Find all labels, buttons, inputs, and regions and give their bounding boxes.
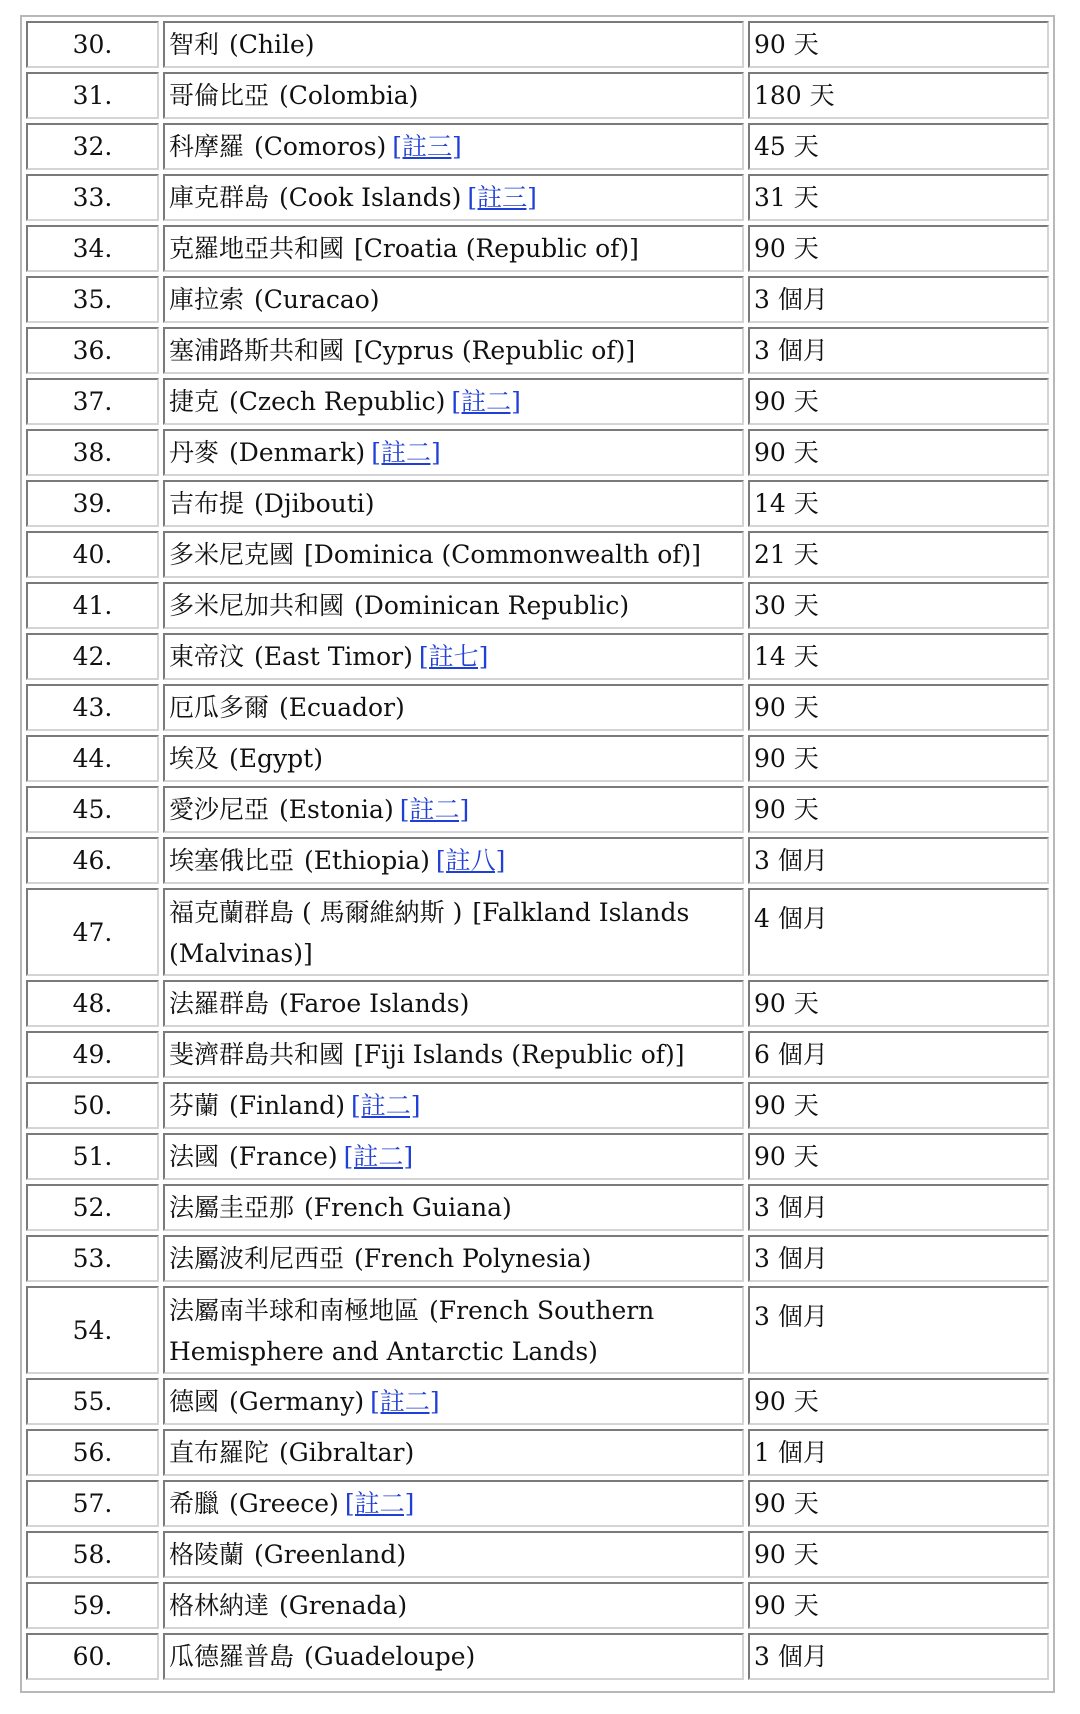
table-row <box>26 1184 1049 1231</box>
country-name-en: (Czech Republic) <box>229 386 446 416</box>
row-number: 54. <box>26 1286 159 1374</box>
country-name-zh: 丹麥 <box>169 437 220 467</box>
country-name-zh: 福克蘭群島 ( 馬爾維納斯 ) <box>169 898 463 927</box>
stay-duration: 3 個月 <box>748 327 1049 374</box>
table-row <box>26 1286 1049 1374</box>
stay-duration: 180 天 <box>748 72 1049 119</box>
country-name-zh: 塞浦路斯共和國 <box>169 335 345 365</box>
country-name-cell <box>163 174 744 221</box>
country-name-cell <box>163 276 744 323</box>
table-row <box>26 1378 1049 1425</box>
country-name-zh: 法屬南半球和南極地區 <box>169 1296 420 1325</box>
country-name-zh: 埃及 <box>169 743 220 773</box>
country-name-zh: 哥倫比亞 <box>169 80 270 110</box>
stay-duration: 90 天 <box>748 429 1049 476</box>
country-name-cell <box>163 327 744 374</box>
row-number: 33. <box>26 174 159 221</box>
stay-duration: 3 個月 <box>748 1184 1049 1231</box>
footnote-link[interactable]: [註二] <box>343 1141 414 1171</box>
country-name-en: (French Southern Hemisphere and Antarctic Lands) <box>169 1296 655 1366</box>
stay-duration: 90 天 <box>748 980 1049 1027</box>
row-number: 42. <box>26 633 159 680</box>
country-name-en: (Egypt) <box>229 743 323 773</box>
country-name-en: (Comoros) <box>254 131 387 161</box>
row-number: 44. <box>26 735 159 782</box>
country-name-en: [Dominica (Commonwealth of)] <box>304 539 702 569</box>
row-number: 37. <box>26 378 159 425</box>
stay-duration: 90 天 <box>748 1531 1049 1578</box>
table-row <box>26 429 1049 476</box>
table-row <box>26 72 1049 119</box>
country-name-cell <box>163 1031 744 1078</box>
country-name-zh: 法國 <box>169 1141 220 1171</box>
stay-duration: 3 個月 <box>748 1235 1049 1282</box>
country-name-en: (Faroe Islands) <box>279 988 470 1018</box>
table-row <box>26 582 1049 629</box>
table-row <box>26 633 1049 680</box>
country-name-zh: 埃塞俄比亞 <box>169 845 295 875</box>
stay-duration: 90 天 <box>748 735 1049 782</box>
stay-duration: 3 個月 <box>748 837 1049 884</box>
stay-duration: 30 天 <box>748 582 1049 629</box>
footnote-link[interactable]: [註七] <box>418 641 489 671</box>
country-name-zh: 法屬圭亞那 <box>169 1192 295 1222</box>
table-row <box>26 684 1049 731</box>
country-name-en: (France) <box>229 1141 338 1171</box>
stay-duration: 90 天 <box>748 684 1049 731</box>
table-row <box>26 1480 1049 1527</box>
country-name-cell <box>163 1480 744 1527</box>
country-name-cell <box>163 480 744 527</box>
country-name-cell <box>163 633 744 680</box>
country-name-en: (Denmark) <box>229 437 366 467</box>
table-row <box>26 1429 1049 1476</box>
table-row <box>26 327 1049 374</box>
stay-duration: 90 天 <box>748 225 1049 272</box>
row-number: 60. <box>26 1633 159 1680</box>
row-number: 56. <box>26 1429 159 1476</box>
row-number: 38. <box>26 429 159 476</box>
country-name-zh: 庫拉索 <box>169 284 245 314</box>
country-name-zh: 捷克 <box>169 386 220 416</box>
row-number: 53. <box>26 1235 159 1282</box>
country-name-en: (Gibraltar) <box>279 1437 415 1467</box>
country-name-zh: 希臘 <box>169 1488 220 1518</box>
table-row <box>26 1531 1049 1578</box>
country-name-en: (Greece) <box>229 1488 339 1518</box>
row-number: 35. <box>26 276 159 323</box>
footnote-link[interactable]: [註二] <box>344 1488 415 1518</box>
country-name-cell <box>163 837 744 884</box>
country-name-zh: 東帝汶 <box>169 641 245 671</box>
stay-duration: 45 天 <box>748 123 1049 170</box>
country-name-cell <box>163 378 744 425</box>
country-name-cell <box>163 1582 744 1629</box>
row-number: 36. <box>26 327 159 374</box>
country-name-zh: 多米尼加共和國 <box>169 590 345 620</box>
row-number: 30. <box>26 21 159 68</box>
stay-duration: 90 天 <box>748 21 1049 68</box>
footnote-link[interactable]: [註二] <box>350 1090 421 1120</box>
stay-duration: 3 個月 <box>748 1633 1049 1680</box>
country-name-zh: 斐濟群島共和國 <box>169 1039 345 1069</box>
table-row <box>26 225 1049 272</box>
row-number: 59. <box>26 1582 159 1629</box>
table-row <box>26 378 1049 425</box>
row-number: 31. <box>26 72 159 119</box>
table-row <box>26 1082 1049 1129</box>
country-name-en: (Estonia) <box>279 794 394 824</box>
country-name-cell <box>163 531 744 578</box>
footnote-link[interactable]: [註二] <box>370 1386 440 1416</box>
table-row <box>26 1633 1049 1680</box>
country-name-cell <box>163 735 744 782</box>
country-name-zh: 多米尼克國 <box>169 539 295 569</box>
country-name-zh: 格林納達 <box>169 1590 270 1620</box>
table-row <box>26 531 1049 578</box>
visa-free-table <box>22 17 1053 1684</box>
footnote-link[interactable]: [註三] <box>392 131 462 161</box>
country-name-en: (French Guiana) <box>304 1192 512 1222</box>
stay-duration: 4 個月 <box>748 888 1049 976</box>
country-name-cell <box>163 1286 744 1374</box>
country-name-zh: 科摩羅 <box>169 131 245 161</box>
row-number: 51. <box>26 1133 159 1180</box>
country-name-en: (French Polynesia) <box>354 1243 592 1273</box>
table-row <box>26 888 1049 976</box>
country-name-en: [Croatia (Republic of)] <box>354 233 639 263</box>
country-name-zh: 智利 <box>169 29 220 59</box>
stay-duration: 90 天 <box>748 786 1049 833</box>
country-name-zh: 芬蘭 <box>169 1090 220 1120</box>
country-name-cell <box>163 980 744 1027</box>
stay-duration: 31 天 <box>748 174 1049 221</box>
footnote-link[interactable]: [註三] <box>467 182 537 212</box>
row-number: 43. <box>26 684 159 731</box>
table-row <box>26 1582 1049 1629</box>
footnote-link[interactable]: [註八] <box>435 845 506 875</box>
country-name-zh: 德國 <box>169 1386 220 1416</box>
table-row <box>26 735 1049 782</box>
row-number: 34. <box>26 225 159 272</box>
country-name-en: (Ecuador) <box>279 692 405 722</box>
country-name-en: (Dominican Republic) <box>354 590 630 620</box>
country-name-en: (Ethiopia) <box>304 845 430 875</box>
table-row <box>26 1133 1049 1180</box>
visa-table-frame <box>20 15 1055 1693</box>
stay-duration: 90 天 <box>748 1582 1049 1629</box>
country-name-en: [Fiji Islands (Republic of)] <box>354 1039 685 1069</box>
country-name-cell <box>163 1133 744 1180</box>
row-number: 48. <box>26 980 159 1027</box>
row-number: 57. <box>26 1480 159 1527</box>
country-name-zh: 法屬波利尼西亞 <box>169 1243 345 1273</box>
stay-duration: 90 天 <box>748 1133 1049 1180</box>
row-number: 49. <box>26 1031 159 1078</box>
stay-duration: 90 天 <box>748 1082 1049 1129</box>
table-row <box>26 480 1049 527</box>
country-name-cell <box>163 1184 744 1231</box>
country-name-cell <box>163 123 744 170</box>
country-name-en: (Guadeloupe) <box>304 1641 476 1671</box>
country-name-en: (Germany) <box>229 1386 365 1416</box>
country-name-en: (Greenland) <box>254 1539 407 1569</box>
country-name-zh: 法羅群島 <box>169 988 270 1018</box>
country-name-zh: 瓜德羅普島 <box>169 1641 295 1671</box>
table-row <box>26 174 1049 221</box>
country-name-zh: 格陵蘭 <box>169 1539 245 1569</box>
table-row <box>26 21 1049 68</box>
country-name-cell <box>163 1235 744 1282</box>
row-number: 47. <box>26 888 159 976</box>
row-number: 58. <box>26 1531 159 1578</box>
stay-duration: 90 天 <box>748 1378 1049 1425</box>
country-name-en: (Chile) <box>229 29 315 59</box>
country-name-cell <box>163 21 744 68</box>
country-name-en: (Curacao) <box>254 284 380 314</box>
country-name-en: [Cyprus (Republic of)] <box>354 335 636 365</box>
row-number: 55. <box>26 1378 159 1425</box>
country-name-cell <box>163 582 744 629</box>
country-name-zh: 直布羅陀 <box>169 1437 270 1467</box>
stay-duration: 3 個月 <box>748 276 1049 323</box>
stay-duration: 3 個月 <box>748 1286 1049 1374</box>
country-name-en: (Cook Islands) <box>279 182 462 212</box>
row-number: 50. <box>26 1082 159 1129</box>
country-name-cell <box>163 72 744 119</box>
table-row <box>26 786 1049 833</box>
country-name-cell <box>163 888 744 976</box>
table-row <box>26 1235 1049 1282</box>
table-row <box>26 837 1049 884</box>
country-name-cell <box>163 1633 744 1680</box>
row-number: 45. <box>26 786 159 833</box>
country-name-en: (Grenada) <box>279 1590 408 1620</box>
country-name-cell <box>163 225 744 272</box>
country-name-en: (East Timor) <box>254 641 413 671</box>
stay-duration: 14 天 <box>748 633 1049 680</box>
country-name-en: (Colombia) <box>279 80 419 110</box>
table-row <box>26 123 1049 170</box>
country-name-cell <box>163 684 744 731</box>
footnote-link[interactable]: [註二] <box>371 437 441 467</box>
visa-table-body <box>26 21 1049 1680</box>
row-number: 39. <box>26 480 159 527</box>
country-name-zh: 厄瓜多爾 <box>169 692 270 722</box>
country-name-zh: 愛沙尼亞 <box>169 794 270 824</box>
row-number: 46. <box>26 837 159 884</box>
footnote-link[interactable]: [註二] <box>399 794 470 824</box>
country-name-cell <box>163 1531 744 1578</box>
stay-duration: 90 天 <box>748 378 1049 425</box>
stay-duration: 1 個月 <box>748 1429 1049 1476</box>
row-number: 40. <box>26 531 159 578</box>
table-row <box>26 980 1049 1027</box>
row-number: 52. <box>26 1184 159 1231</box>
country-name-cell <box>163 1378 744 1425</box>
table-row <box>26 1031 1049 1078</box>
country-name-zh: 克羅地亞共和國 <box>169 233 345 263</box>
country-name-cell <box>163 429 744 476</box>
country-name-zh: 吉布提 <box>169 488 245 518</box>
country-name-en: [Falkland Islands (Malvinas)] <box>169 898 690 968</box>
country-name-cell <box>163 1082 744 1129</box>
row-number: 32. <box>26 123 159 170</box>
stay-duration: 6 個月 <box>748 1031 1049 1078</box>
country-name-en: (Djibouti) <box>254 488 375 518</box>
country-name-cell <box>163 1429 744 1476</box>
footnote-link[interactable]: [註二] <box>451 386 521 416</box>
stay-duration: 90 天 <box>748 1480 1049 1527</box>
country-name-en: (Finland) <box>229 1090 345 1120</box>
country-name-zh: 庫克群島 <box>169 182 270 212</box>
row-number: 41. <box>26 582 159 629</box>
stay-duration: 14 天 <box>748 480 1049 527</box>
table-row <box>26 276 1049 323</box>
country-name-cell <box>163 786 744 833</box>
stay-duration: 21 天 <box>748 531 1049 578</box>
